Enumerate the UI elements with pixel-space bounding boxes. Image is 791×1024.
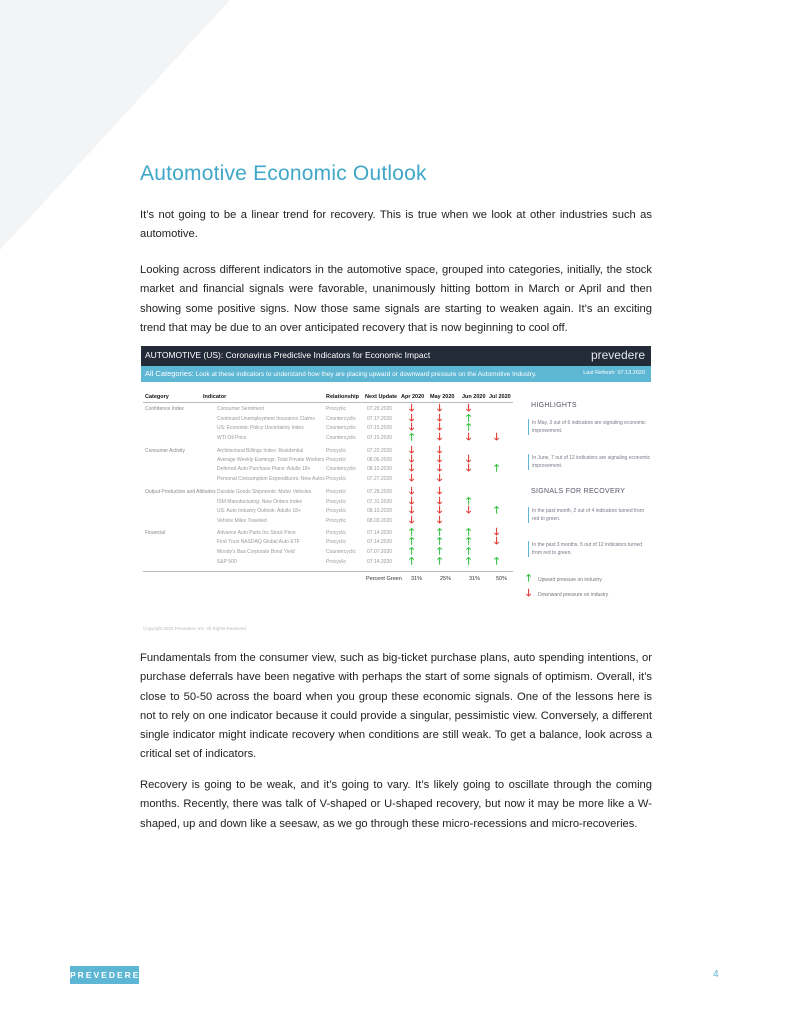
down-arrow-icon: 🡓 xyxy=(437,413,443,424)
down-arrow-icon: 🡓 xyxy=(494,527,500,538)
highlights-title: HIGHLIGHTS xyxy=(531,402,577,409)
row-relationship: Procyclic xyxy=(326,489,347,495)
row-indicator: Moody's Baa Corporate Bond Yield xyxy=(217,549,295,555)
row-relationship: Procyclic xyxy=(326,539,347,545)
row-indicator: S&P 500 xyxy=(217,559,237,565)
page-heading: Automotive Economic Outlook xyxy=(140,162,427,185)
up-arrow-icon: 🡑 xyxy=(409,527,415,538)
down-arrow-icon: 🡓 xyxy=(437,473,443,484)
up-arrow-icon: 🡑 xyxy=(409,432,415,443)
row-category: Consumer Activity xyxy=(145,448,186,454)
row-relationship: Procyclic xyxy=(326,559,347,565)
row-next-update: 07.15.2020 xyxy=(367,425,393,431)
down-arrow-icon: 🡓 xyxy=(437,486,443,497)
dashboard-title-bar xyxy=(141,346,651,366)
row-next-update: 07.07.2020 xyxy=(367,549,393,555)
legend-up-label: Upward pressure on industry xyxy=(538,577,602,583)
up-arrow-icon: 🡑 xyxy=(466,556,472,567)
down-arrow-icon: 🡓 xyxy=(466,505,472,516)
signal-1: In the past month, 2 out of 4 indicators turned from red to green. xyxy=(528,507,652,523)
up-arrow-icon: 🡑 xyxy=(437,536,443,547)
percent-apr: 31% xyxy=(411,576,423,582)
row-next-update: 07.22.2020 xyxy=(367,448,393,454)
up-arrow-icon: 🡑 xyxy=(437,546,443,557)
dashboard-title xyxy=(145,350,430,360)
row-indicator: Deferred Auto Purchase Plans: Adults 18+ xyxy=(217,466,311,472)
legend-up-arrow-icon: 🡑 xyxy=(526,573,532,584)
down-arrow-icon: 🡓 xyxy=(409,473,415,484)
prevedere-logo: PREVEDERE xyxy=(70,966,139,984)
down-arrow-icon: 🡓 xyxy=(409,403,415,414)
up-arrow-icon: 🡑 xyxy=(409,556,415,567)
down-arrow-icon: 🡓 xyxy=(437,422,443,433)
row-indicator: Vehicle Miles Traveled xyxy=(217,518,267,524)
row-category: Financial xyxy=(145,530,166,536)
col-jul: Jul 2020 xyxy=(489,394,511,400)
down-arrow-icon: 🡓 xyxy=(437,403,443,414)
row-indicator: WTI Oil Price xyxy=(217,435,247,441)
up-arrow-icon: 🡑 xyxy=(466,496,472,507)
paragraph-2: Looking across different indicators in the automotive space, grouped into categories, initially, the stock market and financial signals were favorable, unanimously hitting bottom in March or April and then showing some positive signs. Now those same signals are starting to weaken again. It’s an exciting trend that may be due to an over anticipated recovery that is now beginning to cool off. xyxy=(140,264,652,334)
row-next-update: 07.29.2020 xyxy=(367,406,393,412)
down-arrow-icon: 🡓 xyxy=(437,505,443,516)
row-indicator: US: Auto Industry Outlook: Adults 18+ xyxy=(217,508,301,514)
row-next-update: 08.10.2020 xyxy=(367,508,393,514)
down-arrow-icon: 🡓 xyxy=(437,432,443,443)
down-arrow-icon: 🡓 xyxy=(409,486,415,497)
down-arrow-icon: 🡓 xyxy=(409,463,415,474)
row-relationship: Procyclic xyxy=(326,508,347,514)
highlight-1: In May, 3 out of 6 indicators are signaling economic improvement. xyxy=(528,419,652,435)
row-indicator: Average Weekly Earnings: Total Private Workers xyxy=(217,457,325,463)
up-arrow-icon: 🡑 xyxy=(466,413,472,424)
down-arrow-icon: 🡓 xyxy=(409,422,415,433)
row-relationship: Procyclic xyxy=(326,476,347,482)
col-apr: Apr 2020 xyxy=(401,394,425,400)
row-next-update: 07.14.2020 xyxy=(367,539,393,545)
paragraph-4: Recovery is going to be weak, and it’s going to vary. It’s likely going to oscillate through the coming months. Recently, there was talk of V-shaped or U-shaped recovery, but now it may be more like a W-shaped, up and down like a seesaw, as we go through these micro-recessions and micro-recoveries. xyxy=(140,779,652,830)
row-next-update: 07.15.2020 xyxy=(367,435,393,441)
paragraph-3: Fundamentals from the consumer view, such as big-ticket purchase plans, auto spending intentions, or purchase deferrals have been negative with perhaps the start of some signals of optimism. Overall, it’s close to 50-50 across the board when you group these economic signals. One of the lessons here is not to rely on one indicator because it could provide a singular, pessimistic view. Conversely, a different single indicator might indicate recovery when conditions are still weak. To get a balance, look across a critical set of indicators. xyxy=(140,652,652,761)
up-arrow-icon: 🡑 xyxy=(494,556,500,567)
col-indicator: Indicator xyxy=(203,394,227,400)
down-arrow-icon: 🡓 xyxy=(494,536,500,547)
signal-2: In the past 3 months, 5 out of 12 indicators turned from red to green. xyxy=(528,541,652,557)
percent-jun: 31% xyxy=(469,576,481,582)
row-next-update: 08.06.2020 xyxy=(367,457,393,463)
dashboard-subtitle xyxy=(145,369,537,378)
up-arrow-icon: 🡑 xyxy=(409,536,415,547)
down-arrow-icon: 🡓 xyxy=(494,432,500,443)
row-relationship: Procyclic xyxy=(326,406,347,412)
row-next-update: 07.14.2020 xyxy=(367,530,393,536)
col-may: May 2020 xyxy=(430,394,455,400)
row-indicator: US: Economic Policy Uncertainty Index xyxy=(217,425,304,431)
dashboard-title-rest: Coronavirus Predictive Indicators for Economic Impact xyxy=(225,350,431,360)
row-next-update: 07.14.2020 xyxy=(367,559,393,565)
row-next-update: 08.10.2020 xyxy=(367,466,393,472)
row-indicator: Consumer Sentiment xyxy=(217,406,264,412)
up-arrow-icon: 🡑 xyxy=(494,463,500,474)
up-arrow-icon: 🡑 xyxy=(409,546,415,557)
row-next-update: 08.03.2020 xyxy=(367,518,393,524)
down-arrow-icon: 🡓 xyxy=(437,496,443,507)
last-refresh: Last Refresh: 07.13.2020 xyxy=(583,370,645,376)
dashboard-brand: prevedere xyxy=(590,348,645,362)
row-relationship: Procyclic xyxy=(326,499,347,505)
down-arrow-icon: 🡓 xyxy=(437,445,443,456)
row-next-update: 07.31.2020 xyxy=(367,499,393,505)
page-number: 4 xyxy=(713,969,719,980)
row-indicator: Advance Auto Parts Inc Stock Price xyxy=(217,530,296,536)
row-indicator: Personal Consumption Expenditures: New Autos xyxy=(217,476,325,482)
paragraph-1: It’s not going to be a linear trend for recovery. This is true when we look at other industries such as automotive. xyxy=(140,209,652,241)
signals-title: SIGNALS FOR RECOVERY xyxy=(531,488,626,495)
row-next-update: 07.28.2020 xyxy=(367,489,393,495)
row-relationship: Countercyclic xyxy=(326,425,357,431)
up-arrow-icon: 🡑 xyxy=(466,527,472,538)
up-arrow-icon: 🡑 xyxy=(466,546,472,557)
legend-down-label: Downward pressure on industry xyxy=(538,592,609,598)
down-arrow-icon: 🡓 xyxy=(466,463,472,474)
percent-green-label: Percent Green xyxy=(366,576,402,582)
down-arrow-icon: 🡓 xyxy=(466,403,472,414)
up-arrow-icon: 🡑 xyxy=(437,556,443,567)
down-arrow-icon: 🡓 xyxy=(409,445,415,456)
dashboard-subtitle-rest: Look at these indicators to understand how they are placing upward or downward pressure on the Automotive Industry. xyxy=(195,371,537,378)
up-arrow-icon: 🡑 xyxy=(466,536,472,547)
down-arrow-icon: 🡓 xyxy=(409,505,415,516)
down-arrow-icon: 🡓 xyxy=(409,413,415,424)
col-category: Category xyxy=(145,394,169,400)
row-relationship: Countercyclic xyxy=(326,416,357,422)
dashboard-title-bold: AUTOMOTIVE (US): xyxy=(145,350,224,360)
row-relationship: Procyclic xyxy=(326,448,347,454)
up-arrow-icon: 🡑 xyxy=(437,527,443,538)
down-arrow-icon: 🡓 xyxy=(437,454,443,465)
col-next-update: Next Update xyxy=(365,394,398,400)
down-arrow-icon: 🡓 xyxy=(409,496,415,507)
col-jun: Jun 2020 xyxy=(462,394,486,400)
down-arrow-icon: 🡓 xyxy=(409,515,415,526)
down-arrow-icon: 🡓 xyxy=(437,515,443,526)
down-arrow-icon: 🡓 xyxy=(437,463,443,474)
down-arrow-icon: 🡓 xyxy=(409,454,415,465)
highlight-2: In June, 7 out of 12 indicators are signaling economic improvement. xyxy=(528,454,652,470)
dashboard-subtitle-bold: All Categories: xyxy=(145,369,194,378)
row-relationship: Procyclic xyxy=(326,457,347,463)
up-arrow-icon: 🡑 xyxy=(494,505,500,516)
row-indicator: ISM Manufacturing: New Orders Index xyxy=(217,499,303,505)
dashboard-copyright: Copyright 2020 Prevedere, Inc. All Rights Reserved xyxy=(143,626,246,631)
row-relationship: Countercyclic xyxy=(326,466,357,472)
dashboard-subtitle-bar xyxy=(141,366,651,382)
up-arrow-icon: 🡑 xyxy=(466,422,472,433)
header-divider xyxy=(143,402,513,403)
row-indicator: Architectural Billings Index: Residential xyxy=(217,448,304,454)
row-relationship: Countercyclic xyxy=(326,549,357,555)
percent-jul: 50% xyxy=(496,576,508,582)
row-category: Confidence Index xyxy=(145,406,184,412)
row-category: Output Production and Attitudes xyxy=(145,489,216,495)
row-indicator: Durable Goods Shipments: Motor Vehicles xyxy=(217,489,312,495)
row-indicator: Continued Unemployment Insurance Claims xyxy=(217,416,315,422)
row-next-update: 07.17.2020 xyxy=(367,416,393,422)
row-relationship: Countercyclic xyxy=(326,435,357,441)
down-arrow-icon: 🡓 xyxy=(466,454,472,465)
row-next-update: 07.27.2020 xyxy=(367,476,393,482)
down-arrow-icon: 🡓 xyxy=(466,432,472,443)
row-relationship: Procyclic xyxy=(326,530,347,536)
indicator-dashboard xyxy=(141,346,651,614)
legend-down-arrow-icon: 🡓 xyxy=(526,588,532,599)
row-indicator: First Trust NASDAQ Global Auto ETF xyxy=(217,539,300,545)
percent-may: 25% xyxy=(440,576,452,582)
col-relationship: Relationship xyxy=(326,394,360,400)
footer-divider xyxy=(143,571,513,572)
row-relationship: Procyclic xyxy=(326,518,347,524)
